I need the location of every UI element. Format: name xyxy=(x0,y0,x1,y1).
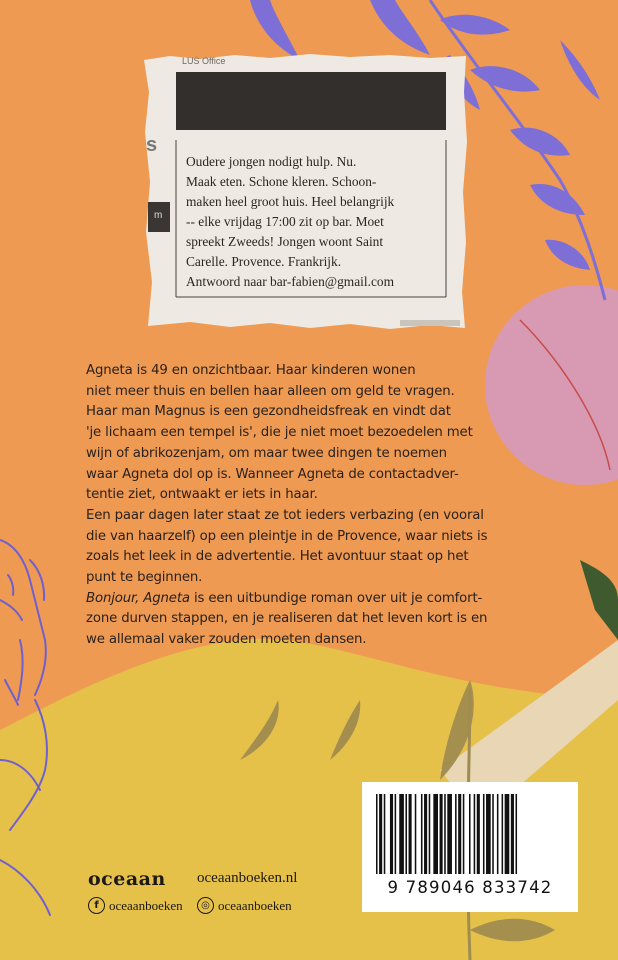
barcode-bar xyxy=(497,794,499,874)
barcode-bar xyxy=(455,794,457,874)
barcode-box xyxy=(362,782,578,912)
barcode-bar xyxy=(444,794,446,874)
classified-ad-text: Oudere jongen nodigt hulp. Nu. Maak eten. Schone kleren. Schoon- maken heel groot huis. Heel belangrijk -- elke vrijdag 17:00 zit op bar. Moet spreekt Zweeds! Jongen woont Saint Carelle. Provence. Frankrijk. Antwoord naar bar-fabien@gmail.com xyxy=(186,154,395,289)
barcode-bar xyxy=(429,794,431,874)
blurb-paragraph-3 xyxy=(86,589,586,651)
facebook-handle[interactable] xyxy=(88,897,183,914)
barcode-bar xyxy=(511,794,514,874)
instagram-handle[interactable] xyxy=(197,897,292,914)
barcode-bar xyxy=(505,794,510,874)
barcode-bar xyxy=(483,794,485,874)
barcode-bar xyxy=(415,794,417,874)
publisher-website[interactable]: oceaanboeken.nl xyxy=(197,870,298,886)
barcode-bar xyxy=(516,794,518,874)
barcode-bar xyxy=(447,794,452,874)
barcode-bar xyxy=(384,794,386,874)
book-title: Bonjour, Agneta xyxy=(86,590,190,606)
barcode-bar xyxy=(409,794,412,874)
barcode-bar xyxy=(421,794,423,874)
barcode-bar xyxy=(474,794,476,874)
barcode-bar xyxy=(395,794,397,874)
instagram-icon: ◎ xyxy=(197,897,214,914)
facebook-icon: f xyxy=(88,897,105,914)
clipping-fragment-left-m: m xyxy=(154,210,163,221)
blurb-paragraph-1: Agneta is 49 en onzichtbaar. Haar kinderen wonen niet meer thuis en bellen haar alleen om geld te vragen. Haar man Magnus is een gezondheidsfreak en vindt dat 'je lichaam een tempel is', die je niet moet bezoedelen met wijn of abrikozenjam, om maar twee dingen te noemen waar Agneta dol op is. Wanneer Agneta de contactadver- tentie ziet, ontwaakt er iets in haar. xyxy=(86,363,473,503)
publisher-logo: oceaan xyxy=(88,868,166,890)
barcode-bar xyxy=(379,794,382,874)
barcode-bar xyxy=(486,794,491,874)
barcode-bar xyxy=(440,794,443,874)
barcode-bar xyxy=(469,794,471,874)
barcode-bar xyxy=(458,794,461,874)
barcode-bar xyxy=(477,794,480,874)
clipping-fragment-left-s: s xyxy=(146,134,158,156)
barcode-bar xyxy=(502,794,504,874)
blurb-paragraph-3-text: is een uitbundige roman over uit je comfort- zone durven stappen, en je realiseren dat het leven kort is en we allemaal vaker zouden moeten dansen. xyxy=(86,590,488,648)
barcode-bar xyxy=(492,794,494,874)
barcode-bar xyxy=(399,794,404,874)
blurb-paragraph-2: Een paar dagen later staat ze tot ieders verbazing (en vooral die van haarzelf) op een pleintje in de Provence, waar niets is zoals het leek in de advertentie. Het avontuur staat op het punt te beginnen. xyxy=(86,507,488,586)
barcode-bar xyxy=(405,794,407,874)
isbn-number: 9 789046 833742 xyxy=(387,878,553,897)
barcode-bar xyxy=(376,794,378,874)
instagram-label: oceaanboeken xyxy=(218,897,292,913)
barcode-bar xyxy=(463,794,465,874)
barcode-bar xyxy=(424,794,427,874)
barcode xyxy=(376,794,564,878)
blurb xyxy=(86,361,586,651)
barcode-bar xyxy=(390,794,393,874)
newspaper-clipping xyxy=(140,52,470,332)
facebook-label: oceaanboeken xyxy=(109,897,183,913)
barcode-bar xyxy=(433,794,438,874)
clipping-fragment-top: LUS Office xyxy=(182,56,226,66)
